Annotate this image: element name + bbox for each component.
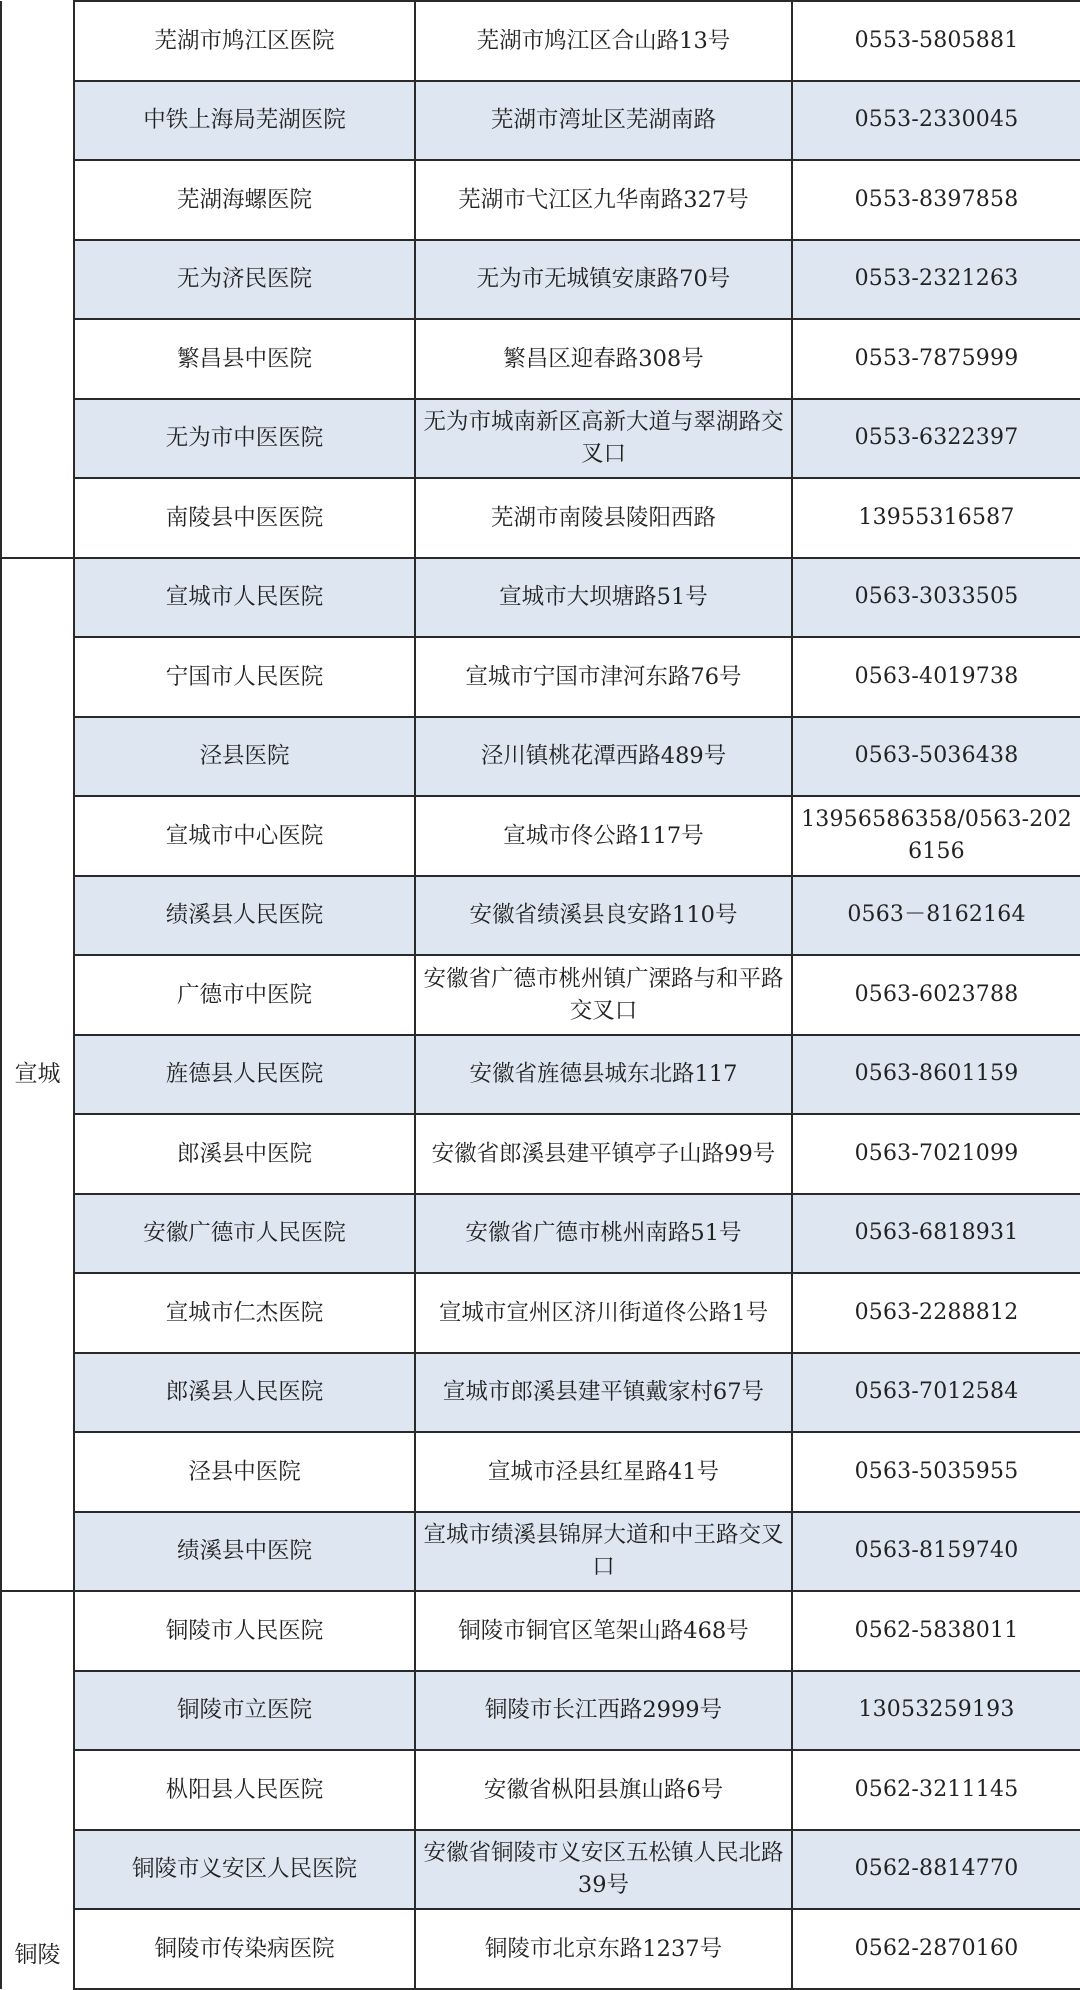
hospital-phone-cell: 0553-2330045 bbox=[792, 81, 1080, 161]
hospital-phone-cell: 0562-2870160 bbox=[792, 1909, 1080, 1989]
hospital-address-cell: 芜湖市湾址区芜湖南路 bbox=[415, 81, 792, 161]
table-row bbox=[1, 1353, 1080, 1433]
hospital-address-cell: 安徽省绩溪县良安路110号 bbox=[415, 876, 792, 956]
region-label: 铜陵 bbox=[14, 1941, 61, 1968]
hospital-address-cell: 安徽省郎溪县建平镇亭子山路99号 bbox=[415, 1114, 792, 1194]
table-row bbox=[1, 81, 1080, 161]
hospital-phone-cell: 0553-2321263 bbox=[792, 240, 1080, 320]
hospital-name-cell: 中铁上海局芜湖医院 bbox=[74, 81, 415, 161]
hospital-address-cell: 安徽省广德市桃州镇广溧路与和平路交叉口 bbox=[415, 955, 792, 1035]
hospital-name-cell: 繁昌县中医院 bbox=[74, 319, 415, 399]
hospital-phone-cell: 0563-7012584 bbox=[792, 1353, 1080, 1433]
table-row bbox=[1, 1512, 1080, 1592]
table-row bbox=[1, 1830, 1080, 1910]
hospital-address-cell: 宣城市佟公路117号 bbox=[415, 796, 792, 876]
hospital-name-cell: 宣城市仁杰医院 bbox=[74, 1273, 415, 1353]
hospital-name-cell: 铜陵市立医院 bbox=[74, 1671, 415, 1751]
hospital-phone-cell: 0553-6322397 bbox=[792, 399, 1080, 479]
hospital-address-cell: 铜陵市铜官区笔架山路468号 bbox=[415, 1591, 792, 1671]
hospital-name-cell: 枞阳县人民医院 bbox=[74, 1750, 415, 1830]
hospital-phone-cell: 0563-5035955 bbox=[792, 1432, 1080, 1512]
table-row bbox=[1, 160, 1080, 240]
hospital-name-cell: 宣城市人民医院 bbox=[74, 558, 415, 638]
hospital-name-cell: 安徽广德市人民医院 bbox=[74, 1194, 415, 1274]
table-row bbox=[1, 558, 1080, 638]
hospital-phone-cell: 13053259193 bbox=[792, 1671, 1080, 1751]
hospital-phone-cell: 0563-8601159 bbox=[792, 1035, 1080, 1115]
hospital-address-cell: 泾川镇桃花潭西路489号 bbox=[415, 717, 792, 797]
region-cell bbox=[1, 558, 74, 1592]
table-row bbox=[1, 1909, 1080, 1989]
hospital-address-cell: 宣城市郎溪县建平镇戴家村67号 bbox=[415, 1353, 792, 1433]
region-label: 宣城 bbox=[14, 1061, 61, 1088]
hospital-address-cell: 安徽省广德市桃州南路51号 bbox=[415, 1194, 792, 1274]
hospital-phone-cell: 0563-3033505 bbox=[792, 558, 1080, 638]
table-row bbox=[1, 1432, 1080, 1512]
hospital-name-cell: 旌德县人民医院 bbox=[74, 1035, 415, 1115]
hospital-address-cell: 宣城市宁国市津河东路76号 bbox=[415, 637, 792, 717]
hospital-address-cell: 宣城市宣州区济川街道佟公路1号 bbox=[415, 1273, 792, 1353]
hospital-name-cell: 郎溪县人民医院 bbox=[74, 1353, 415, 1433]
hospital-phone-cell: 0563-5036438 bbox=[792, 717, 1080, 797]
hospital-address-cell: 宣城市泾县红星路41号 bbox=[415, 1432, 792, 1512]
hospital-address-cell: 无为市无城镇安康路70号 bbox=[415, 240, 792, 320]
table-row bbox=[1, 1750, 1080, 1830]
hospital-name-cell: 广德市中医院 bbox=[74, 955, 415, 1035]
hospital-phone-cell: 0563-7021099 bbox=[792, 1114, 1080, 1194]
hospital-phone-cell: 0562-3211145 bbox=[792, 1750, 1080, 1830]
hospital-name-cell: 南陵县中医医院 bbox=[74, 478, 415, 558]
hospital-address-cell: 宣城市绩溪县锦屏大道和中王路交叉口 bbox=[415, 1512, 792, 1592]
hospital-phone-cell: 0563-4019738 bbox=[792, 637, 1080, 717]
table-row bbox=[1, 955, 1080, 1035]
hospital-phone-cell: 0563－8162164 bbox=[792, 876, 1080, 956]
hospital-address-cell: 繁昌区迎春路308号 bbox=[415, 319, 792, 399]
table-row bbox=[1, 876, 1080, 956]
hospital-name-cell: 绩溪县人民医院 bbox=[74, 876, 415, 956]
hospital-phone-cell: 0553-7875999 bbox=[792, 319, 1080, 399]
hospital-name-cell: 铜陵市义安区人民医院 bbox=[74, 1830, 415, 1910]
hospital-phone-cell: 13955316587 bbox=[792, 478, 1080, 558]
table-row bbox=[1, 796, 1080, 876]
hospital-name-cell: 绩溪县中医院 bbox=[74, 1512, 415, 1592]
hospital-address-cell: 铜陵市北京东路1237号 bbox=[415, 1909, 792, 1989]
hospital-address-cell: 安徽省旌德县城东北路117 bbox=[415, 1035, 792, 1115]
hospital-address-cell: 无为市城南新区高新大道与翠湖路交叉口 bbox=[415, 399, 792, 479]
region-cell bbox=[1, 1, 74, 558]
hospital-name-cell: 芜湖海螺医院 bbox=[74, 160, 415, 240]
hospital-phone-cell: 13956586358/0563-2026156 bbox=[792, 796, 1080, 876]
hospital-address-cell: 宣城市大坝塘路51号 bbox=[415, 558, 792, 638]
hospital-address-cell: 安徽省铜陵市义安区五松镇人民北路39号 bbox=[415, 1830, 792, 1910]
region-cell bbox=[1, 1591, 74, 1989]
hospital-address-cell: 芜湖市南陵县陵阳西路 bbox=[415, 478, 792, 558]
hospital-phone-cell: 0562-5838011 bbox=[792, 1591, 1080, 1671]
hospital-address-cell: 铜陵市长江西路2999号 bbox=[415, 1671, 792, 1751]
hospital-phone-cell: 0563-6023788 bbox=[792, 955, 1080, 1035]
table-row bbox=[1, 319, 1080, 399]
hospital-name-cell: 无为市中医医院 bbox=[74, 399, 415, 479]
table-row bbox=[1, 1273, 1080, 1353]
table-row bbox=[1, 1671, 1080, 1751]
hospital-name-cell: 泾县医院 bbox=[74, 717, 415, 797]
hospital-name-cell: 芜湖市鸠江区医院 bbox=[74, 1, 415, 81]
table-row bbox=[1, 717, 1080, 797]
table-row bbox=[1, 1591, 1080, 1671]
hospital-phone-cell: 0553-8397858 bbox=[792, 160, 1080, 240]
hospital-name-cell: 宁国市人民医院 bbox=[74, 637, 415, 717]
hospital-name-cell: 郎溪县中医院 bbox=[74, 1114, 415, 1194]
hospital-name-cell: 铜陵市人民医院 bbox=[74, 1591, 415, 1671]
hospital-phone-cell: 0563-8159740 bbox=[792, 1512, 1080, 1592]
table-row bbox=[1, 1, 1080, 81]
table-row bbox=[1, 399, 1080, 479]
hospital-phone-cell: 0562-8814770 bbox=[792, 1830, 1080, 1910]
table-row bbox=[1, 1035, 1080, 1115]
hospital-phone-cell: 0553-5805881 bbox=[792, 1, 1080, 81]
table-row bbox=[1, 1114, 1080, 1194]
hospital-address-cell: 芜湖市弋江区九华南路327号 bbox=[415, 160, 792, 240]
hospital-address-cell: 芜湖市鸠江区合山路13号 bbox=[415, 1, 792, 81]
table-row bbox=[1, 240, 1080, 320]
hospital-name-cell: 泾县中医院 bbox=[74, 1432, 415, 1512]
hospital-phone-cell: 0563-2288812 bbox=[792, 1273, 1080, 1353]
table-row bbox=[1, 478, 1080, 558]
hospital-name-cell: 宣城市中心医院 bbox=[74, 796, 415, 876]
hospital-name-cell: 铜陵市传染病医院 bbox=[74, 1909, 415, 1989]
table-row bbox=[1, 637, 1080, 717]
hospital-address-cell: 安徽省枞阳县旗山路6号 bbox=[415, 1750, 792, 1830]
table-row bbox=[1, 1194, 1080, 1274]
hospital-table-body bbox=[1, 1, 1080, 1989]
hospital-phone-cell: 0563-6818931 bbox=[792, 1194, 1080, 1274]
hospital-name-cell: 无为济民医院 bbox=[74, 240, 415, 320]
